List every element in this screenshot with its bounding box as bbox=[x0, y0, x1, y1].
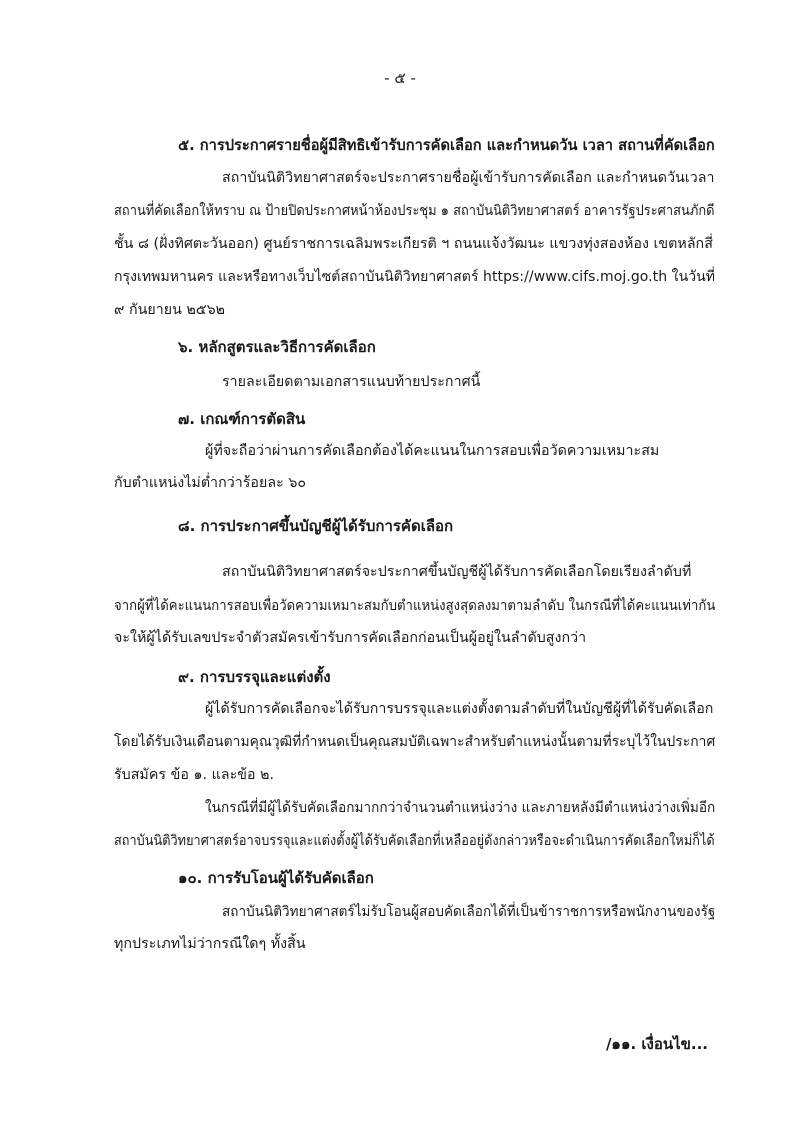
continuation-footer: /๑๑. เงื่อนไข... bbox=[605, 1035, 708, 1053]
section-7-heading: ๗. เกณฑ์การตัดสิน bbox=[178, 410, 306, 428]
section-7-line-1: ผู้ที่จะถือว่าผ่านการคัดเลือกต้องได้คะแนนในการสอบเพื่อวัดความเหมาะสม bbox=[205, 443, 660, 459]
section-10-line-1: สถาบันนิติวิทยาศาสตร์ไม่รับโอนผู้สอบคัดเลือกได้ที่เป็นข้าราชการหรือพนักงานของรัฐ bbox=[222, 904, 716, 920]
section-9-heading: ๙. การบรรจุและแต่งตั้ง bbox=[178, 668, 331, 686]
section-8-line-2: จากผู้ที่ได้คะแนนการสอบเพื่อวัดความเหมาะสมกับตำแหน่งสูงสุดลงมาตามลำดับ ในกรณีที่ได้คะแนนเท่ากัน bbox=[114, 598, 716, 614]
section-6-line-1: รายละเอียดตามเอกสารแนบท้ายประกาศนี้ bbox=[222, 374, 481, 390]
section-8-line-1: สถาบันนิติวิทยาศาสตร์จะประกาศขึ้นบัญชีผู้ได้รับการคัดเลือกโดยเรียงลำดับที่ bbox=[222, 564, 692, 580]
section-9-line-3: รับสมัคร ข้อ ๑. และข้อ ๒. bbox=[114, 767, 275, 783]
section-8-line-3: จะให้ผู้ได้รับเลขประจำตัวสมัครเข้ารับการคัดเลือกก่อนเป็นผู้อยู่ในลำดับสูงกว่า bbox=[114, 630, 587, 646]
section-8-heading: ๘. การประกาศขึ้นบัญชีผู้ได้รับการคัดเลือก bbox=[178, 517, 454, 535]
section-5-line-5: ๙ กันยายน ๒๕๖๒ bbox=[114, 302, 226, 318]
page-number: - ๕ - bbox=[384, 69, 416, 87]
section-5-line-1: สถาบันนิติวิทยาศาสตร์จะประกาศรายชื่อผู้เข้ารับการคัดเลือก และกำหนดวันเวลา bbox=[222, 170, 715, 186]
section-10-line-2: ทุกประเภทไม่ว่ากรณีใดๆ ทั้งสิ้น bbox=[114, 936, 306, 952]
section-7-line-2: กับตำแหน่งไม่ต่ำกว่าร้อยละ ๖๐ bbox=[114, 475, 307, 491]
section-10-heading: ๑๐. การรับโอนผู้ได้รับคัดเลือก bbox=[178, 869, 374, 887]
section-5-line-2: สถานที่คัดเลือกให้ทราบ ณ ป้ายปิดประกาศหน้าห้องประชุม ๑ สถาบันนิติวิทยาศาสตร์ อาคารรัฐประศาสนภักดี bbox=[114, 203, 715, 219]
section-5-line-4: กรุงเทพมหานคร และหรือทางเว็บไซต์สถาบันนิติวิทยาศาสตร์ https://www.cifs.moj.go.th ในวันที่ bbox=[114, 269, 716, 285]
section-9-line-4: ในกรณีที่มีผู้ได้รับคัดเลือกมากกว่าจำนวนตำแหน่งว่าง และภายหลังมีตำแหน่งว่างเพิ่มอีก bbox=[205, 800, 716, 816]
section-9-line-1: ผู้ได้รับการคัดเลือกจะได้รับการบรรจุและแต่งตั้งตามลำดับที่ในบัญชีผู้ที่ได้รับคัดเลือก bbox=[205, 701, 714, 717]
section-9-line-5: สถาบันนิติวิทยาศาสตร์อาจบรรจุและแต่งตั้งผู้ได้รับคัดเลือกที่เหลืออยู่ดังกล่าวหรือจะดำเนินการคัดเลือกใหม่ก็ได้ bbox=[114, 833, 715, 849]
section-9-line-2: โดยได้รับเงินเดือนตามคุณวุฒิที่กำหนดเป็นคุณสมบัติเฉพาะสำหรับตำแหน่งนั้นตามที่ระบุไว้ในประกาศ bbox=[114, 734, 716, 750]
section-6-heading: ๖. หลักสูตรและวิธีการคัดเลือก bbox=[178, 338, 376, 356]
section-5-line-3: ชั้น ๘ (ฝั่งทิศตะวันออก) ศูนย์ราชการเฉลิมพระเกียรติ ฯ ถนนแจ้งวัฒนะ แขวงทุ่งสองห้อง เขตหลักสี่ bbox=[114, 236, 713, 252]
section-5-heading: ๕. การประกาศรายชื่อผู้มีสิทธิเข้ารับการคัดเลือก และกำหนดวัน เวลา สถานที่คัดเลือก bbox=[178, 136, 715, 154]
